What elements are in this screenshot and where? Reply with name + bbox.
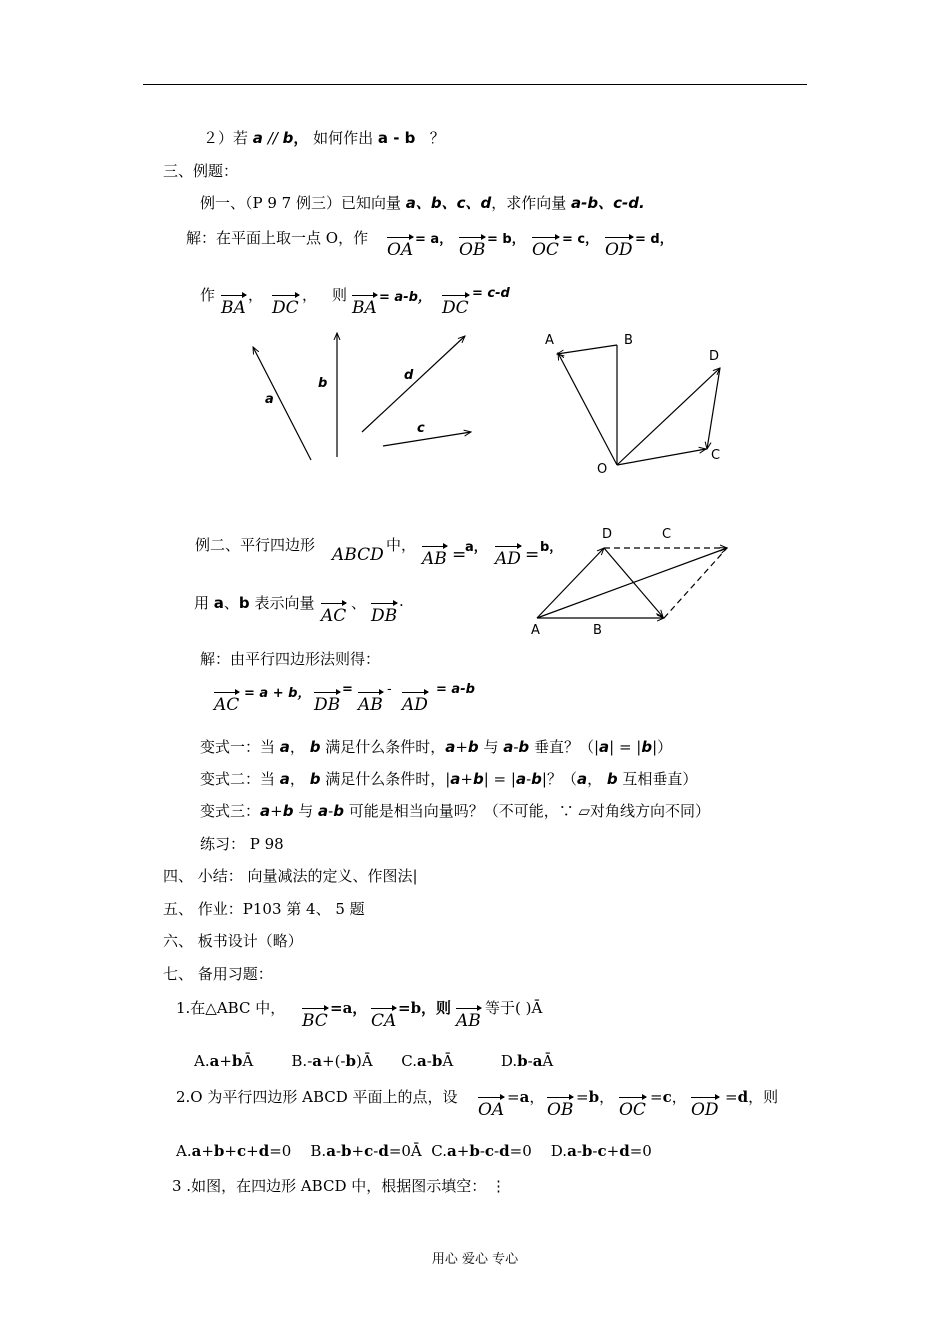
vector-DC-2: DC	[442, 298, 469, 318]
section-homework: 五、 作业：P103 第 4、 5 题	[163, 900, 365, 918]
vector-AB-q1: AB	[456, 1011, 481, 1031]
vector-AC: AC	[321, 606, 346, 626]
vector-OD-q2: OD	[691, 1100, 719, 1120]
q1-eq-a: =a，	[330, 999, 368, 1017]
vector-AD: AD	[495, 549, 521, 569]
vector-OD: OD	[605, 240, 633, 260]
vector-AC-2: AC	[214, 695, 239, 715]
section-board: 六、 板书设计（略）	[163, 932, 303, 950]
parallelogram-ABCD: ABCD	[332, 545, 384, 565]
separator-1: 、	[351, 594, 367, 612]
q2-eq-a: =a，	[507, 1088, 545, 1106]
eq-OC: = c，	[562, 232, 599, 247]
vector-OC: OC	[532, 240, 559, 260]
label-d: d	[404, 368, 414, 383]
variant-3: 变式三：a+b 与 a-b 可能是相当向量吗？（不可能，∵ ▱对角线方向不同）	[200, 802, 711, 820]
point-A-fig2: A	[545, 333, 554, 348]
vector-DB-2: DB	[314, 695, 340, 715]
variant-1: 变式一：当 a， b 满足什么条件时，a+b 与 a-b 垂直？（|a| = |b|）	[200, 738, 673, 756]
variant-2: 变式二：当 a， b 满足什么条件时，|a+b| = |a-b|？（a， b 互相垂直）	[200, 770, 698, 788]
vector-AB-2: AB	[358, 695, 383, 715]
point-O-fig2: O	[597, 462, 608, 477]
eq-OB: = b，	[487, 232, 525, 247]
comma-1: ，	[248, 286, 264, 304]
period-1: .	[399, 592, 404, 610]
eq-DB-result: =	[342, 682, 353, 697]
section-summary: 四、 小结： 向量减法的定义、作图法|	[163, 867, 418, 885]
q3-text: 3 .如图，在四边形 ABCD 中，根据图示填空： ⋮	[172, 1177, 507, 1195]
label-a: a	[265, 392, 274, 407]
label-c: c	[417, 421, 425, 436]
comma-2: ，	[302, 286, 318, 304]
point-C-fig2: C	[711, 448, 721, 463]
example-2-line: 例二、平行四边形	[195, 536, 316, 554]
eq-OD: = d，	[635, 232, 673, 247]
value-a: a，	[465, 540, 487, 555]
q2-options: A.a+b+c+d=0 B.a-b+c-d=0Ā C.a+b-c-d=0 D.a-b-c+d=0	[176, 1142, 652, 1160]
q2-eq-b: =b，	[576, 1088, 615, 1106]
vector-BC: BC	[302, 1011, 328, 1031]
solution-2-line: 解：由平行四边形法则得：	[200, 650, 381, 668]
vector-OC-q2: OC	[619, 1100, 646, 1120]
point-A-fig3: A	[531, 623, 540, 638]
label-b: b	[318, 376, 328, 391]
eq-AD: =	[525, 545, 540, 565]
vector-OB: OB	[459, 240, 485, 260]
vector-BA: BA	[221, 298, 246, 318]
eq-AD-result: = a-b	[436, 682, 475, 697]
vector-BA-2: BA	[352, 298, 377, 318]
question-2-line: ２）若 a // b， 如何作出 a - b ？	[203, 129, 445, 147]
construct-label: 作	[200, 286, 216, 304]
point-B-fig3: B	[593, 623, 602, 638]
section-extra: 七、 备用习题：	[163, 965, 273, 983]
page-footer: 用心 爱心 专心	[431, 1252, 519, 1267]
eq-AC-result: = a + b，	[244, 686, 311, 701]
point-D-fig2: D	[709, 349, 720, 364]
solution-1-line: 解：在平面上取一点 O，作	[186, 229, 369, 247]
vector-OB-q2: OB	[547, 1100, 573, 1120]
vector-AD-2: AD	[402, 695, 428, 715]
vector-OA: OA	[387, 240, 413, 260]
vector-DB: DB	[371, 606, 397, 626]
q1-tail: 等于( )Ā	[485, 999, 543, 1017]
q2-eq-d: =d，则	[725, 1088, 779, 1106]
vector-AB: AB	[422, 549, 447, 569]
vector-OA-q2: OA	[478, 1100, 504, 1120]
eq-AB: =	[452, 545, 467, 565]
then-label: 则	[332, 286, 348, 304]
point-D-fig3: D	[602, 527, 613, 542]
vector-CA: CA	[371, 1011, 396, 1031]
example-1-line: 例一、（P 9 7 例三）已知向量 a、b、c、d，求作向量 a-b、c-d.	[200, 194, 645, 212]
minus-sign: -	[387, 682, 392, 697]
eq-DC: = c-d	[472, 286, 510, 301]
q1-options: A.a+bĀ B.-a+(-b)Ā C.a-bĀ D.b-aĀ	[194, 1052, 554, 1070]
q1-eq-b: =b，则	[398, 999, 452, 1017]
middle-label: 中，	[386, 536, 417, 554]
value-b: b，	[540, 540, 563, 555]
eq-BA: = a-b，	[379, 290, 431, 305]
point-C-fig3: C	[662, 527, 672, 542]
practice-line: 练习： P 98	[200, 835, 284, 853]
express-line: 用 a、b 表示向量	[194, 594, 315, 612]
q2-text: 2.O 为平行四边形 ABCD 平面上的点，设	[176, 1088, 458, 1106]
section-examples: 三、例题：	[163, 162, 239, 180]
q2-eq-c: =c，	[650, 1088, 687, 1106]
q1-text: 1.在△ABC 中，	[176, 999, 286, 1017]
eq-OA: = a，	[415, 232, 453, 247]
point-B-fig2: B	[624, 333, 633, 348]
vector-DC: DC	[272, 298, 299, 318]
